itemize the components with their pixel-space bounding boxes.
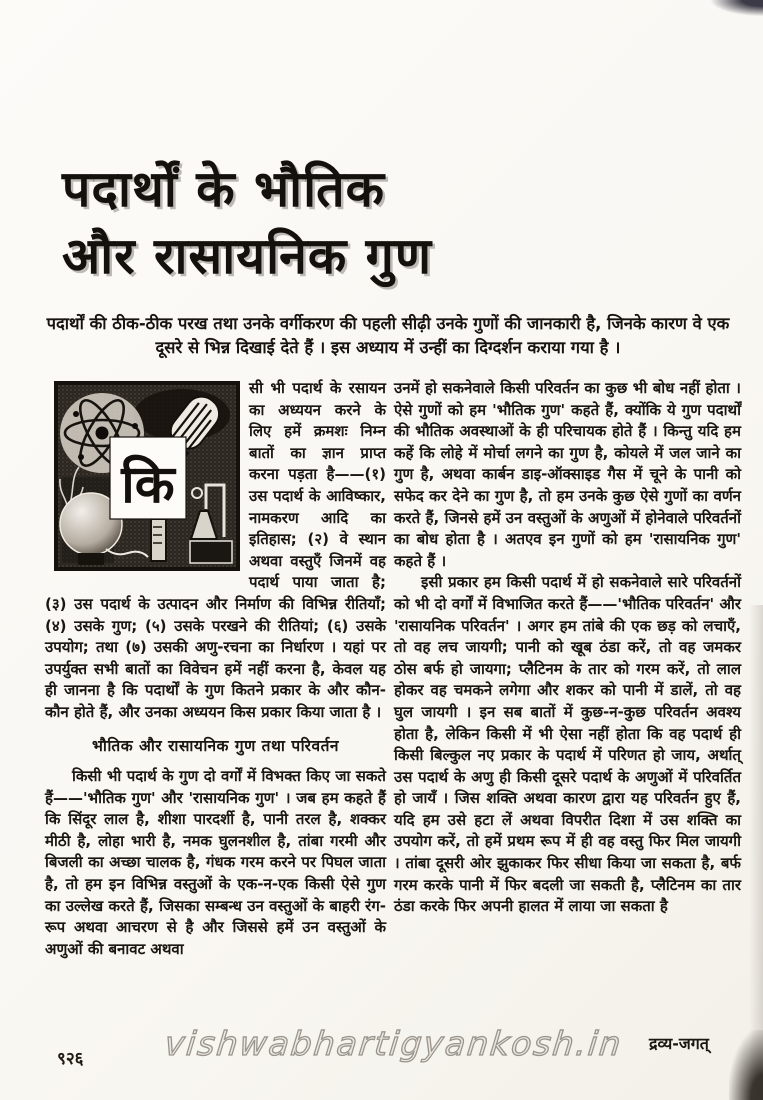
page-title	[62, 156, 432, 290]
page-number: ९२६	[57, 1049, 84, 1069]
page-title-line1: पदार्थों के भौतिक	[62, 160, 385, 218]
left-paragraph-1-beside-image: सी भी पदार्थ के रसायन का अध्ययन करने के लिए हमें क्रमशः निम्न बातों का ज्ञान प्राप्त करना पड़ता है——(१) उस पदार्थ के आविष्कार, नामकरण आदि का इतिहास; (२) वे स्थान	[249, 379, 386, 549]
section-subheading: भौतिक और रासायनिक गुण तथा परिवर्तन	[91, 736, 340, 755]
left-column	[45, 378, 386, 960]
scan-shadow-bottom-right	[729, 1030, 763, 1100]
chapter-illustration-graphic	[54, 381, 240, 571]
page-title-line2: और रासायनिक गुण	[62, 227, 432, 285]
scan-shadow-right-edge	[749, 605, 763, 1100]
chapter-illustration	[54, 381, 240, 571]
section-label: द्रव्य-जगत्	[649, 1034, 709, 1053]
right-paragraph-1: उनमें हो सकनेवाले किसी परिवर्तन का कुछ भी बोध नहीं होता । ऐसे गुणों को हम 'भौतिक गुण' कहते हैं, क्योंकि ये गुण पदार्थों की भौतिक अवस्थाओं के ही परिचायक होते हैं । किन्तु यदि हम कहें कि लोहे में मोर्चा लगने का गुण है, कोयले में जल जाने का गुण है, अथवा कार्बन डाइ-ऑक्साइड गैस में चूने के पानी को सफेद कर देने का गुण है, तो हम उनके कुछ ऐसे गुणों का वर्णन करते हैं, जिनसे हमें उन वस्तुओं के अणुओं में होनेवाले परिवर्तनों का बोध होता है । अतएव इन गुणों को हम 'रासायनिक गुण' कहते हैं ।	[394, 379, 741, 570]
scan-shadow-top-right	[711, 0, 763, 16]
intro-text: पदार्थों की ठीक-ठीक परख तथा उनके वर्गीकरण की पहली सीढ़ी उनके गुणों की जानकारी है, जिनके कारण वे एक दूसरे से भिन्न दिखाई देते हैं । इस अध्याय में उन्हीं का दिग्दर्शन कराया गया है ।	[46, 314, 730, 357]
left-paragraph-1-below-image: अथवा वस्तुएँ जिनमें वह पदार्थ पाया जाता है; (३) उस पदार्थ के उत्पादन और निर्माण की विभिन्न रीतियाँ; (४) उसके गुण; (५) उसके परखने की रीतियां; (६) उसके उपयोग; तथा (७) उसकी अणु-रचना का निर्धारण । यहां पर उपर्युक्त सभी बातों का विवेचन हमें नहीं करना है, केवल यह ही जानना है कि पदार्थों के गुण कितने प्रकार के और कौन-कौन होते हैं, और उनका अध्ययन किस प्रकार किया जाता है ।	[45, 551, 386, 721]
left-paragraph-2: किसी भी पदार्थ के गुण दो वर्गों में विभक्त किए जा सकते हैं——'भौतिक गुण' और 'रासायनिक गुण' । जब हम कहते हैं कि सिंदूर लाल है, शीशा पारदर्शी है, पानी तरल है, शक्कर मीठी है, लोहा भारी है, नमक घुलनशील है, तांबा गरमी और बिजली का अच्छा चालक है, गंधक गरम करने पर पिघल जाता है, तो हम इन विभिन्न वस्तुओं के एक-न-एक किसी ऐसे गुण का उल्लेख करते हैं, जिसका सम्बन्ध उन वस्तुओं के बाहरी रंग-रूप अथवा आचरण से है और जिससे हमें उन वस्तुओं के अणुओं की बनावट अथवा	[45, 767, 386, 958]
measuring-cylinder-icon	[151, 519, 166, 561]
right-column	[394, 378, 741, 918]
drop-cap: कि	[121, 455, 175, 515]
drop-cap-box	[110, 437, 186, 519]
right-paragraph-2: इसी प्रकार हम किसी पदार्थ में हो सकनेवाले सारे परिवर्तनों को भी दो वर्गों में विभाजित करते हैं——'भौतिक परिवर्तन' और 'रासायनिक परिवर्तन' । अगर हम तांबे की एक छड़ को लचाएँ, तो वह लच जायगी; पानी को खूब ठंडा करें, तो वह जमकर ठोस बर्फ हो जायगा; प्लैटिनम के तार को गरम करें, तो लाल होकर वह चमकने लगेगा और शकर को पानी में डालें, तो वह घुल जायगी । इन सब बातों में कुछ-न-कुछ परिवर्तन अवश्य होता है, लेकिन किसी में भी ऐसा नहीं होता कि वह पदार्थ ही किसी बिल्कुल नए प्रकार के पदार्थ में परिणत हो जाय, अर्थात् उस पदार्थ के अणु ही किसी दूसरे पदार्थ के अणुओं में परिवर्तित हो जायँ । जिस शक्ति अथवा कारण द्वारा यह परिवर्तन हुए हैं, यदि हम उसे हटा लें अथवा विपरीत दिशा में उस शक्ति का उपयोग करें, तो हमें प्रथम रूप में ही वह वस्तु फिर मिल जायगी । तांबा दूसरी ओर झुकाकर फिर सीधा किया जा सकता है, बर्फ गरम करके पानी में फिर बदली जा सकती है, प्लैटिनम का तार ठंडा करके फिर अपनी हालत में लाया जा सकता है	[394, 573, 741, 916]
watermark-text: vishwabhartigyankosh.in	[162, 1024, 625, 1063]
